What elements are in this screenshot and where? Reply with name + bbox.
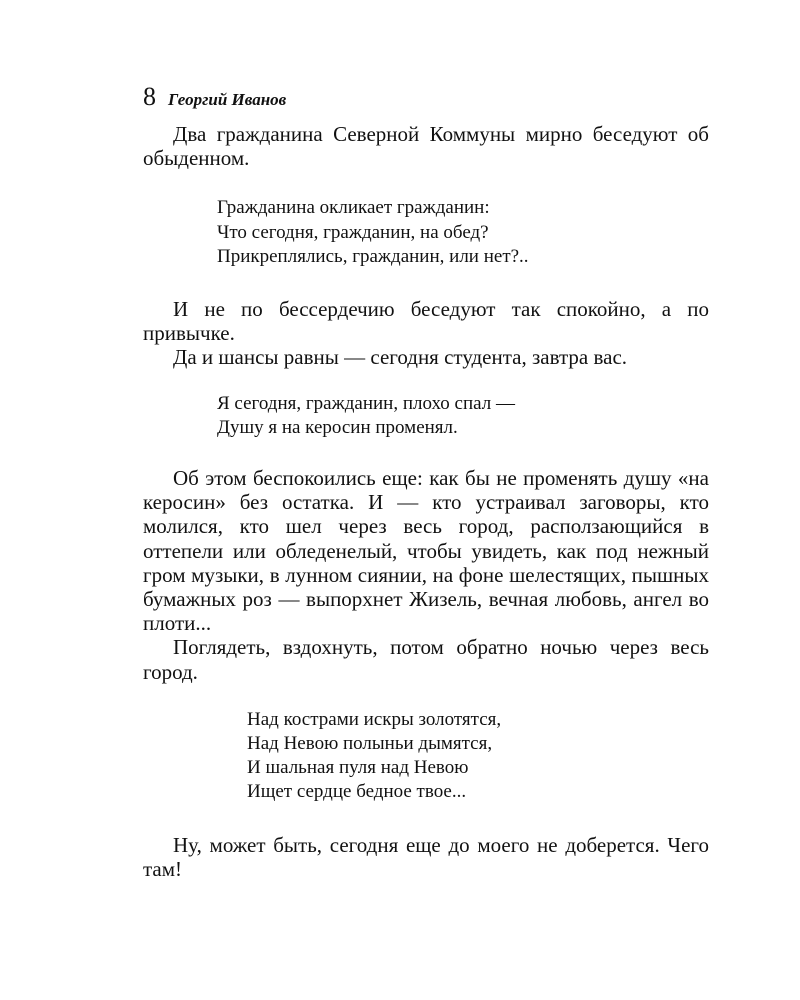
poem-2 xyxy=(143,392,709,440)
poem-line: Ищет сердце бедное твое... xyxy=(247,781,467,803)
poem-line: Что сегодня, гражданин, на обед? xyxy=(217,221,489,243)
poem-line: Прикреплялись, гражданин, или нет?.. xyxy=(217,245,529,267)
paragraph-1: Два гражданина Северной Коммуны мирно беседуют об обыденном. xyxy=(143,122,709,171)
running-header xyxy=(143,82,286,112)
paragraph-5: Поглядеть, вздохнуть, потом обратно ночью через весь город. xyxy=(143,635,709,684)
poem-line: Над кострами искры золотятся, xyxy=(247,708,502,730)
page-number: 8 xyxy=(143,82,156,111)
paragraph-6: Ну, может быть, сегодня еще до моего не доберется. Чего там! xyxy=(143,832,709,881)
poem-line: И шальная пуля над Невою xyxy=(247,757,469,779)
paragraph-2: И не по бессердечию беседуют так спокойно, а по привычке. xyxy=(143,297,709,346)
poem-1 xyxy=(143,196,709,269)
body-text xyxy=(143,122,709,881)
paragraph-4: Об этом беспокоились еще: как бы не променять душу «на керосин» без остатка. И — кто устраивал заговоры, кто молился, кто шел через весь город, расползающийся в оттепели или обледенелый, чтобы увидеть, как под нежный гром музыки, в лунном сиянии, на фоне шелестящих, пышных бумажных роз — выпорхнет Жизель, вечная любовь, ангел во плоти... xyxy=(143,466,709,636)
poem-line: Гражданина окликает гражданин: xyxy=(217,197,490,219)
poem-line: Душу я на керосин променял. xyxy=(217,416,458,438)
poem-line: Над Невою полыньи дымятся, xyxy=(247,733,493,755)
paragraph-3: Да и шансы равны — сегодня студента, завтра вас. xyxy=(173,345,628,370)
poem-3 xyxy=(143,708,709,805)
poem-line: Я сегодня, гражданин, плохо спал — xyxy=(217,392,515,414)
running-head-author: Георгий Иванов xyxy=(168,90,287,109)
